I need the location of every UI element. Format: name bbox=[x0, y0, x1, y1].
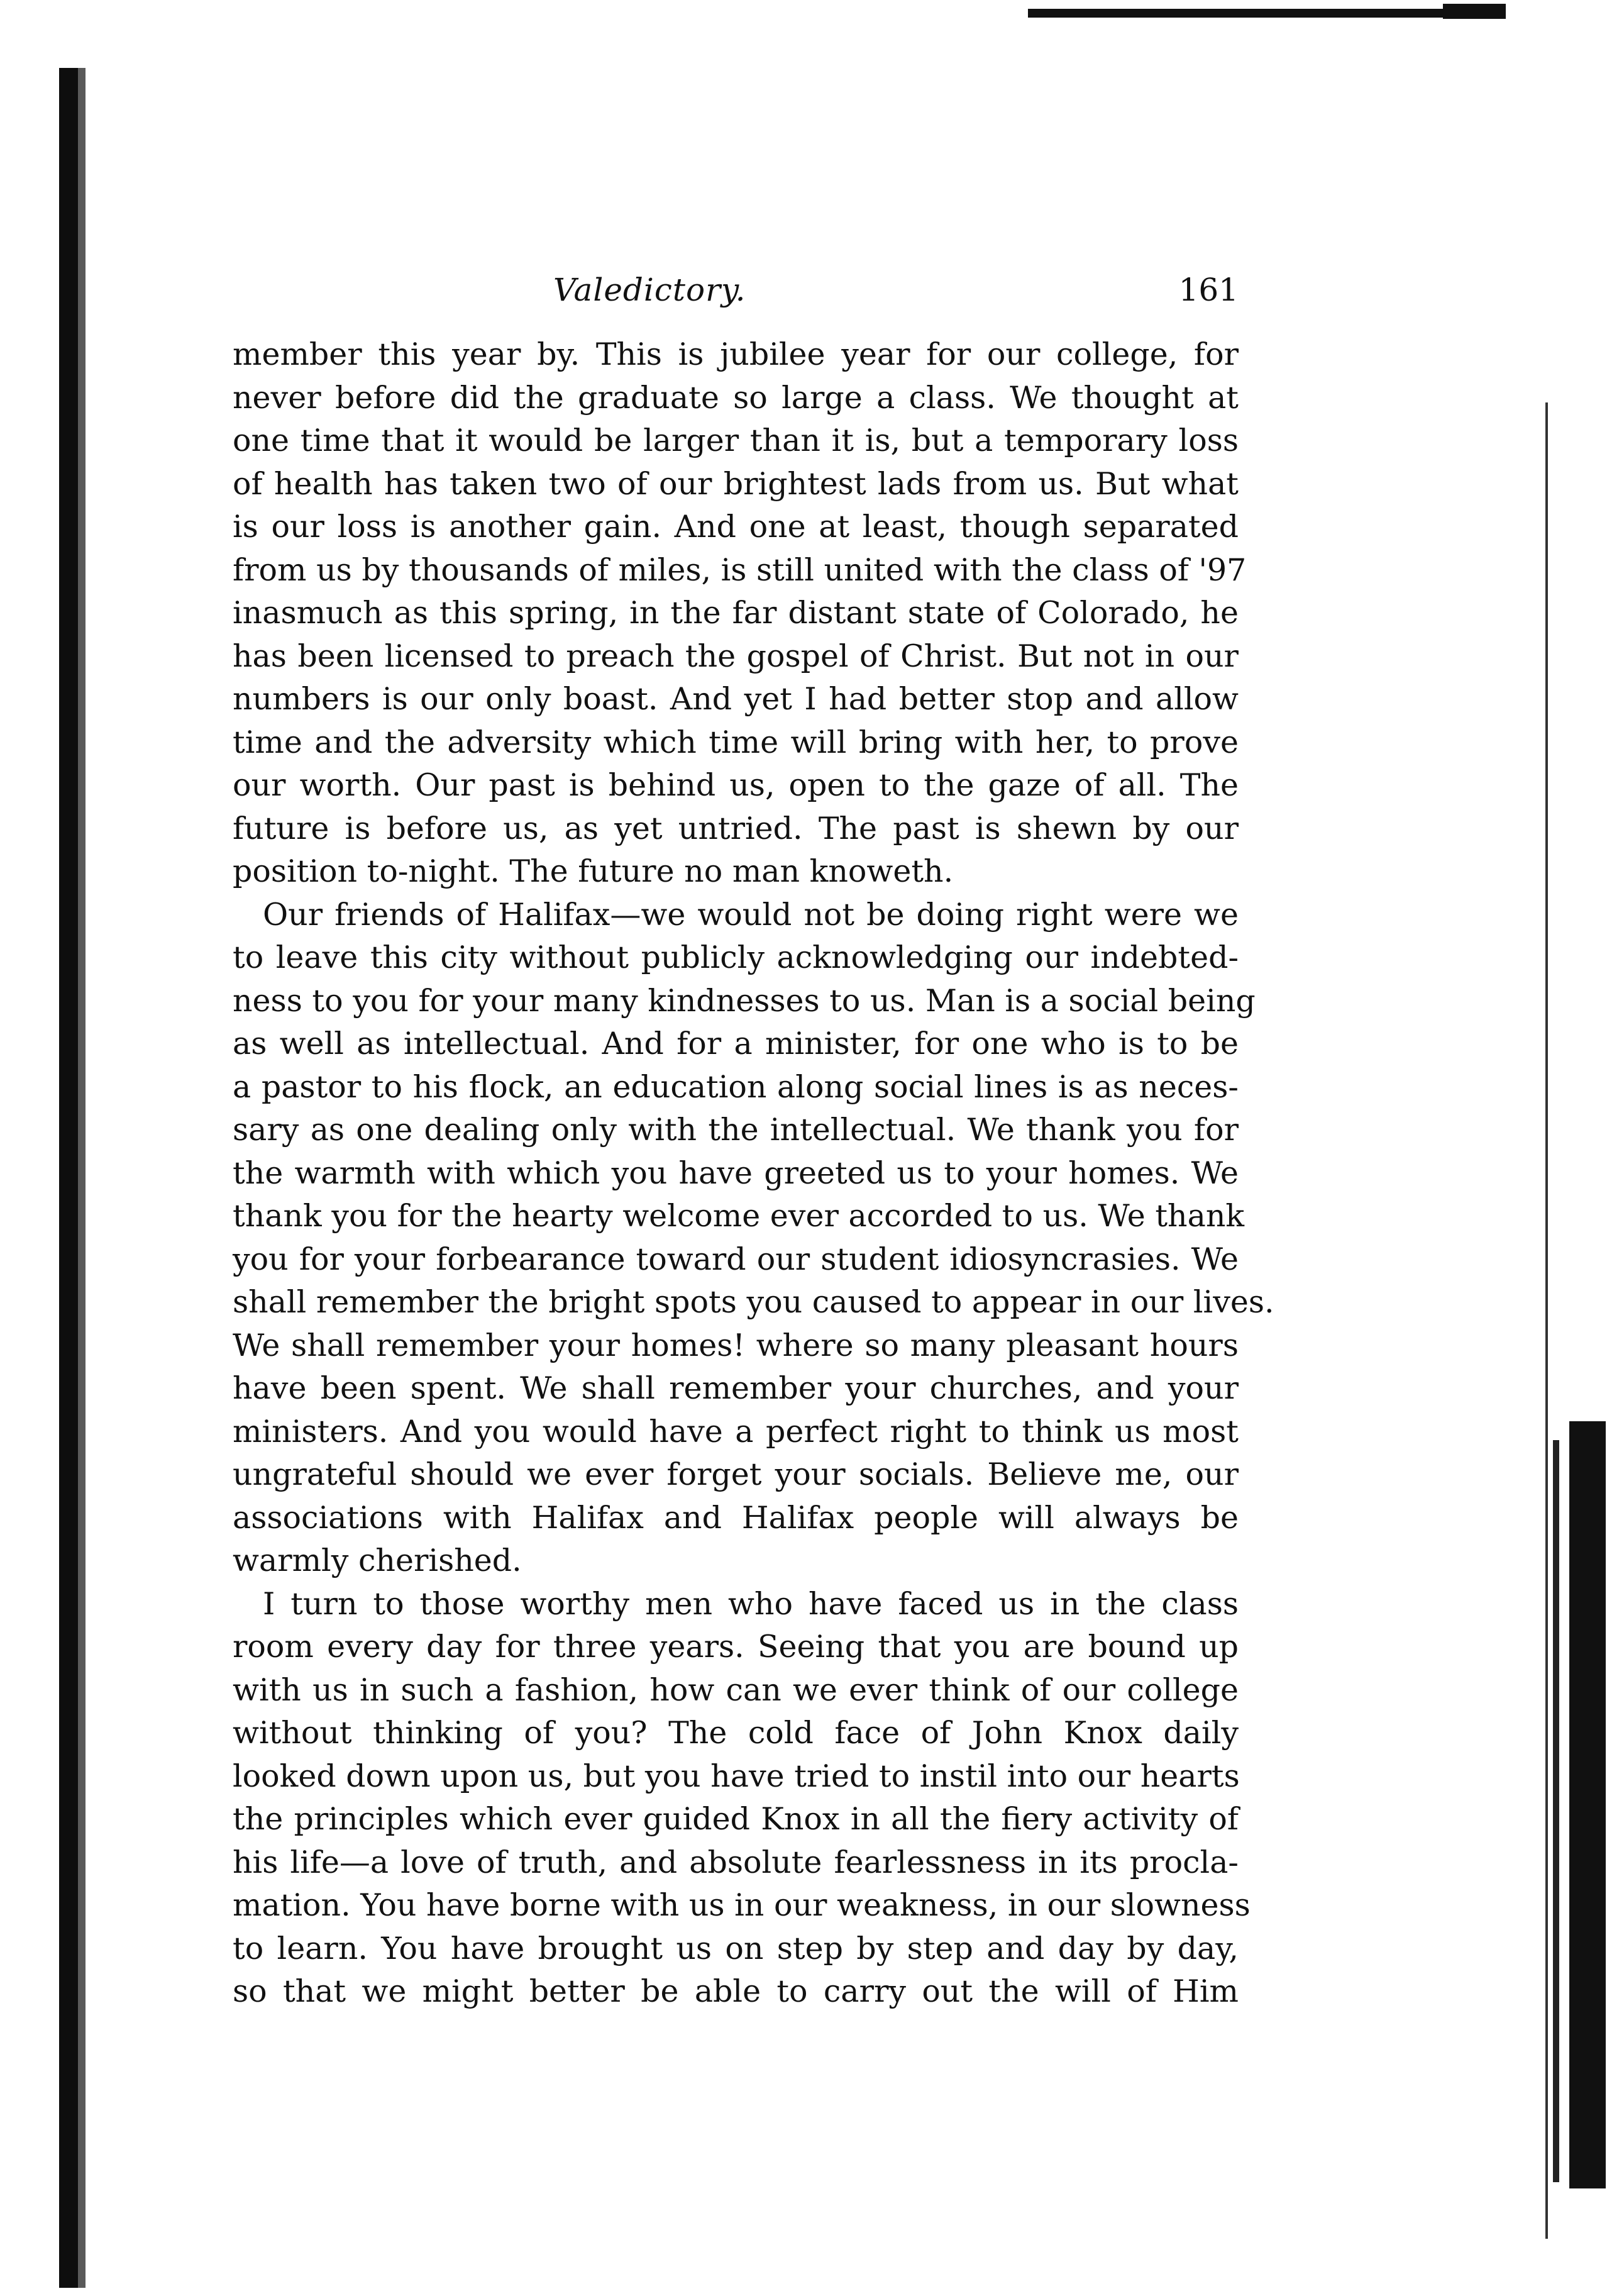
text-line: a pastor to his flock, an education along social lines is as neces- bbox=[233, 1068, 1239, 1105]
text-line: looked down upon us, but you have tried to instil into our hearts bbox=[233, 1758, 1240, 1794]
scan-edge-top-rule bbox=[1028, 9, 1506, 18]
text-line: you for your forbearance toward our student idiosyncrasies. We bbox=[233, 1241, 1239, 1277]
text-line: numbers is our only boast. And yet I had better stop and allow bbox=[233, 681, 1239, 717]
scan-edge-left-shadow bbox=[78, 68, 86, 2288]
text-line: sary as one dealing only with the intellectual. We thank you for bbox=[233, 1112, 1239, 1148]
text-line: to learn. You have brought us on step by step and day by day, bbox=[233, 1930, 1239, 1966]
text-line: without thinking of you? The cold face of John Knox daily bbox=[233, 1715, 1239, 1751]
text-line: as well as intellectual. And for a minister, for one who is to be bbox=[233, 1026, 1239, 1062]
text-line: member this year by. This is jubilee year for our college, for bbox=[233, 336, 1239, 372]
text-line: is our loss is another gain. And one at least, though separated bbox=[233, 509, 1239, 545]
text-line: I turn to those worthy men who have faced us in the class bbox=[263, 1585, 1239, 1622]
scan-edge-left-spine bbox=[59, 68, 78, 2288]
text-line: Our friends of Halifax—we would not be doing right were we bbox=[263, 896, 1239, 933]
text-line: ness to you for your many kindnesses to us. Man is a social being bbox=[233, 982, 1256, 1019]
text-line: our worth. Our past is behind us, open to the gaze of all. The bbox=[233, 767, 1239, 803]
text-line: to leave this city without publicly acknowledging our indebted- bbox=[233, 940, 1239, 975]
page-header bbox=[233, 272, 1239, 316]
text-line: shall remember the bright spots you caused to appear in our lives. bbox=[233, 1284, 1274, 1320]
text-line: of health has taken two of our brightest lads from us. But what bbox=[233, 465, 1239, 502]
running-title: Valedictory. bbox=[553, 272, 746, 308]
paragraph-1 bbox=[233, 333, 1247, 894]
text-line: position to-night. The future no man knoweth. bbox=[233, 853, 954, 889]
text-line: the warmth with which you have greeted us to your homes. We bbox=[233, 1155, 1239, 1191]
text-line: warmly cherished. bbox=[233, 1543, 522, 1578]
text-line: associations with Halifax and Halifax people will always be bbox=[233, 1499, 1239, 1536]
text-line: have been spent. We shall remember your churches, and your bbox=[233, 1370, 1239, 1406]
text-line: from us by thousands of miles, is still united with the class of '97 bbox=[233, 552, 1247, 588]
body-text bbox=[233, 333, 1274, 2014]
text-line: mation. You have borne with us in our weakness, in our slowness bbox=[233, 1887, 1251, 1923]
text-line: ministers. And you would have a perfect right to think us most bbox=[233, 1413, 1239, 1450]
scan-edge-right-thin-bar bbox=[1553, 1440, 1559, 2182]
scan-edge-top-mark bbox=[1443, 4, 1506, 19]
paragraph-2 bbox=[233, 894, 1274, 1583]
text-line: never before did the graduate so large a class. We thought at bbox=[233, 379, 1239, 416]
text-line: time and the adversity which time will bring with her, to prove bbox=[233, 724, 1239, 760]
text-line: We shall remember your homes! where so many pleasant hours bbox=[233, 1327, 1239, 1363]
text-line: the principles which ever guided Knox in all the fiery activity of bbox=[233, 1801, 1239, 1837]
text-line: future is before us, as yet untried. The past is shewn by our bbox=[233, 810, 1239, 846]
scan-edge-right-bar bbox=[1569, 1421, 1606, 2188]
text-line: so that we might better be able to carry out the will of Him bbox=[233, 1973, 1239, 2009]
text-line: with us in such a fashion, how can we ever think of our college bbox=[233, 1672, 1239, 1708]
text-line: inasmuch as this spring, in the far distant state of Colorado, he bbox=[233, 595, 1239, 631]
text-line: room every day for three years. Seeing that you are bound up bbox=[233, 1629, 1239, 1665]
text-line: ungrateful should we ever forget your socials. Believe me, our bbox=[233, 1456, 1239, 1492]
page-number: 161 bbox=[1178, 272, 1239, 308]
text-line: has been licensed to preach the gospel of Christ. But not in our bbox=[233, 638, 1239, 674]
scan-edge-right-strip bbox=[1545, 402, 1548, 2239]
text-line: his life—a love of truth, and absolute fearlessness in its procla- bbox=[233, 1844, 1239, 1880]
text-line: one time that it would be larger than it is, but a temporary loss bbox=[233, 423, 1239, 458]
text-line: thank you for the hearty welcome ever accorded to us. We thank bbox=[233, 1198, 1245, 1234]
paragraph-3 bbox=[233, 1583, 1251, 2014]
